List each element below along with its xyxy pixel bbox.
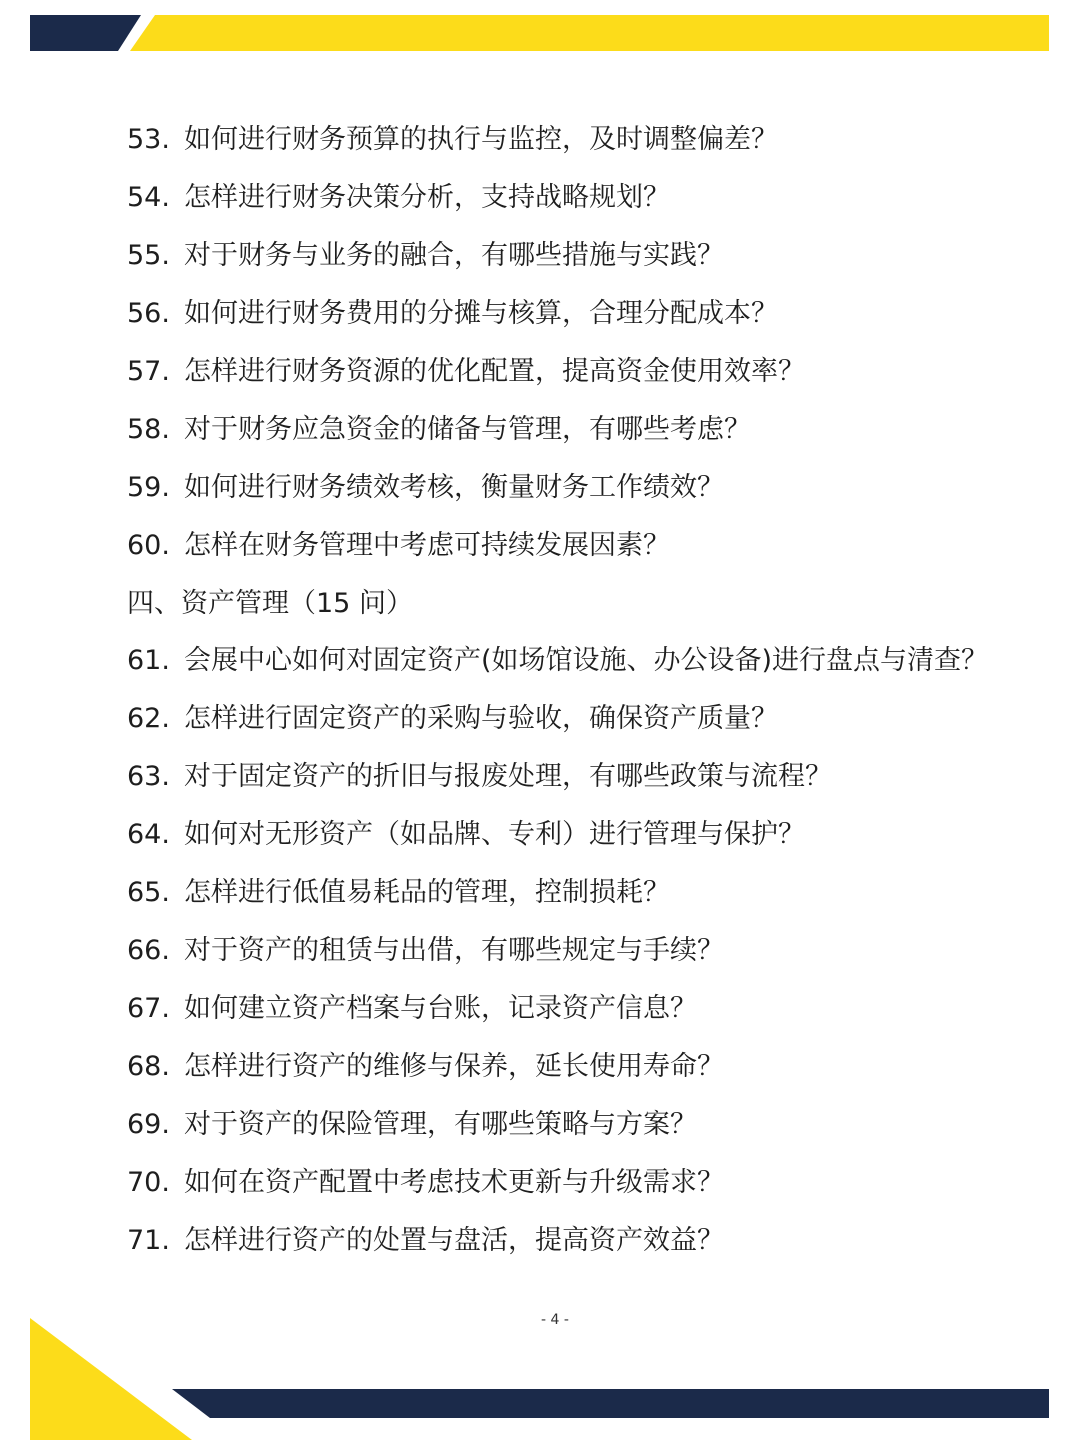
top-yellow-bar bbox=[130, 15, 1049, 51]
item-number: 57. bbox=[127, 355, 170, 387]
list-item bbox=[127, 517, 1027, 575]
item-text: 怎样进行资产的维修与保养，延长使用寿命？ bbox=[183, 1051, 724, 1082]
item-number: 55. bbox=[127, 239, 170, 271]
question-list bbox=[127, 111, 1027, 1270]
item-text: 对于财务与业务的融合，有哪些措施与实践？ bbox=[183, 239, 724, 271]
item-text: 怎样进行固定资产的采购与验收，确保资产质量？ bbox=[183, 703, 778, 735]
item-text: 怎样在财务管理中考虑可持续发展因素？ bbox=[183, 529, 670, 561]
item-number: 63. bbox=[127, 761, 170, 793]
bottom-yellow-wedge bbox=[30, 1318, 192, 1440]
item-number: 68. bbox=[127, 1051, 170, 1082]
item-number: 56. bbox=[127, 297, 170, 329]
item-text: 怎样进行资产的处置与盘活，提高资产效益？ bbox=[183, 1224, 724, 1256]
item-text: 对于资产的租赁与出借，有哪些规定与手续？ bbox=[183, 935, 724, 967]
item-text: 如何进行财务预算的执行与监控，及时调整偏差？ bbox=[183, 124, 778, 155]
list-item bbox=[127, 748, 1027, 806]
list-item bbox=[127, 459, 1027, 517]
item-number: 70. bbox=[127, 1166, 170, 1198]
list-item bbox=[127, 343, 1027, 401]
item-text: 怎样进行财务资源的优化配置，提高资金使用效率？ bbox=[183, 355, 805, 387]
item-number: 64. bbox=[127, 819, 170, 851]
item-number: 53. bbox=[127, 124, 170, 155]
item-text: 如何进行财务绩效考核，衡量财务工作绩效？ bbox=[183, 471, 724, 503]
section-heading bbox=[127, 575, 1027, 633]
item-number: 69. bbox=[127, 1108, 170, 1140]
item-text: 如何在资产配置中考虑技术更新与升级需求？ bbox=[183, 1166, 724, 1198]
list-item bbox=[127, 401, 1027, 459]
list-item bbox=[127, 1038, 1027, 1096]
list-item bbox=[127, 980, 1027, 1038]
list-item bbox=[127, 169, 1027, 227]
item-number: 71. bbox=[127, 1224, 170, 1256]
list-item bbox=[127, 227, 1027, 285]
item-text: 怎样进行低值易耗品的管理，控制损耗？ bbox=[183, 877, 670, 909]
list-item bbox=[127, 285, 1027, 343]
item-text: 如何进行财务费用的分摊与核算，合理分配成本？ bbox=[183, 297, 778, 329]
item-number: 62. bbox=[127, 703, 170, 735]
item-text: 对于财务应急资金的储备与管理，有哪些考虑？ bbox=[183, 413, 751, 445]
item-number: 61. bbox=[127, 645, 170, 677]
item-number: 54. bbox=[127, 181, 170, 213]
list-item bbox=[127, 1212, 1027, 1270]
item-number: 66. bbox=[127, 935, 170, 967]
item-text: 对于资产的保险管理，有哪些策略与方案？ bbox=[183, 1108, 697, 1140]
item-number: 65. bbox=[127, 877, 170, 909]
item-text: 如何建立资产档案与台账，记录资产信息？ bbox=[183, 993, 697, 1025]
list-item bbox=[127, 806, 1027, 864]
item-text: 会展中心如何对固定资产(如场馆设施、办公设备)进行盘点与清查？ bbox=[183, 645, 989, 677]
item-text: 如何对无形资产（如品牌、专利）进行管理与保护？ bbox=[183, 819, 805, 851]
item-text: 怎样进行财务决策分析，支持战略规划？ bbox=[183, 181, 670, 213]
item-number: 67. bbox=[127, 993, 170, 1025]
page-number: - 4 - bbox=[541, 1312, 569, 1328]
list-item bbox=[127, 111, 1027, 169]
item-number: 60. bbox=[127, 529, 170, 561]
item-number: 58. bbox=[127, 413, 170, 445]
section-heading-text: 四、资产管理（15 问） bbox=[127, 587, 413, 619]
list-item bbox=[127, 922, 1027, 980]
top-navy-bar bbox=[30, 15, 141, 51]
item-number: 59. bbox=[127, 471, 170, 503]
list-item bbox=[127, 864, 1027, 922]
bottom-navy-bar bbox=[172, 1389, 1049, 1418]
list-item bbox=[127, 632, 1027, 690]
item-text: 对于固定资产的折旧与报废处理，有哪些政策与流程？ bbox=[183, 761, 832, 793]
list-item bbox=[127, 1154, 1027, 1212]
list-item bbox=[127, 690, 1027, 748]
list-item bbox=[127, 1096, 1027, 1154]
